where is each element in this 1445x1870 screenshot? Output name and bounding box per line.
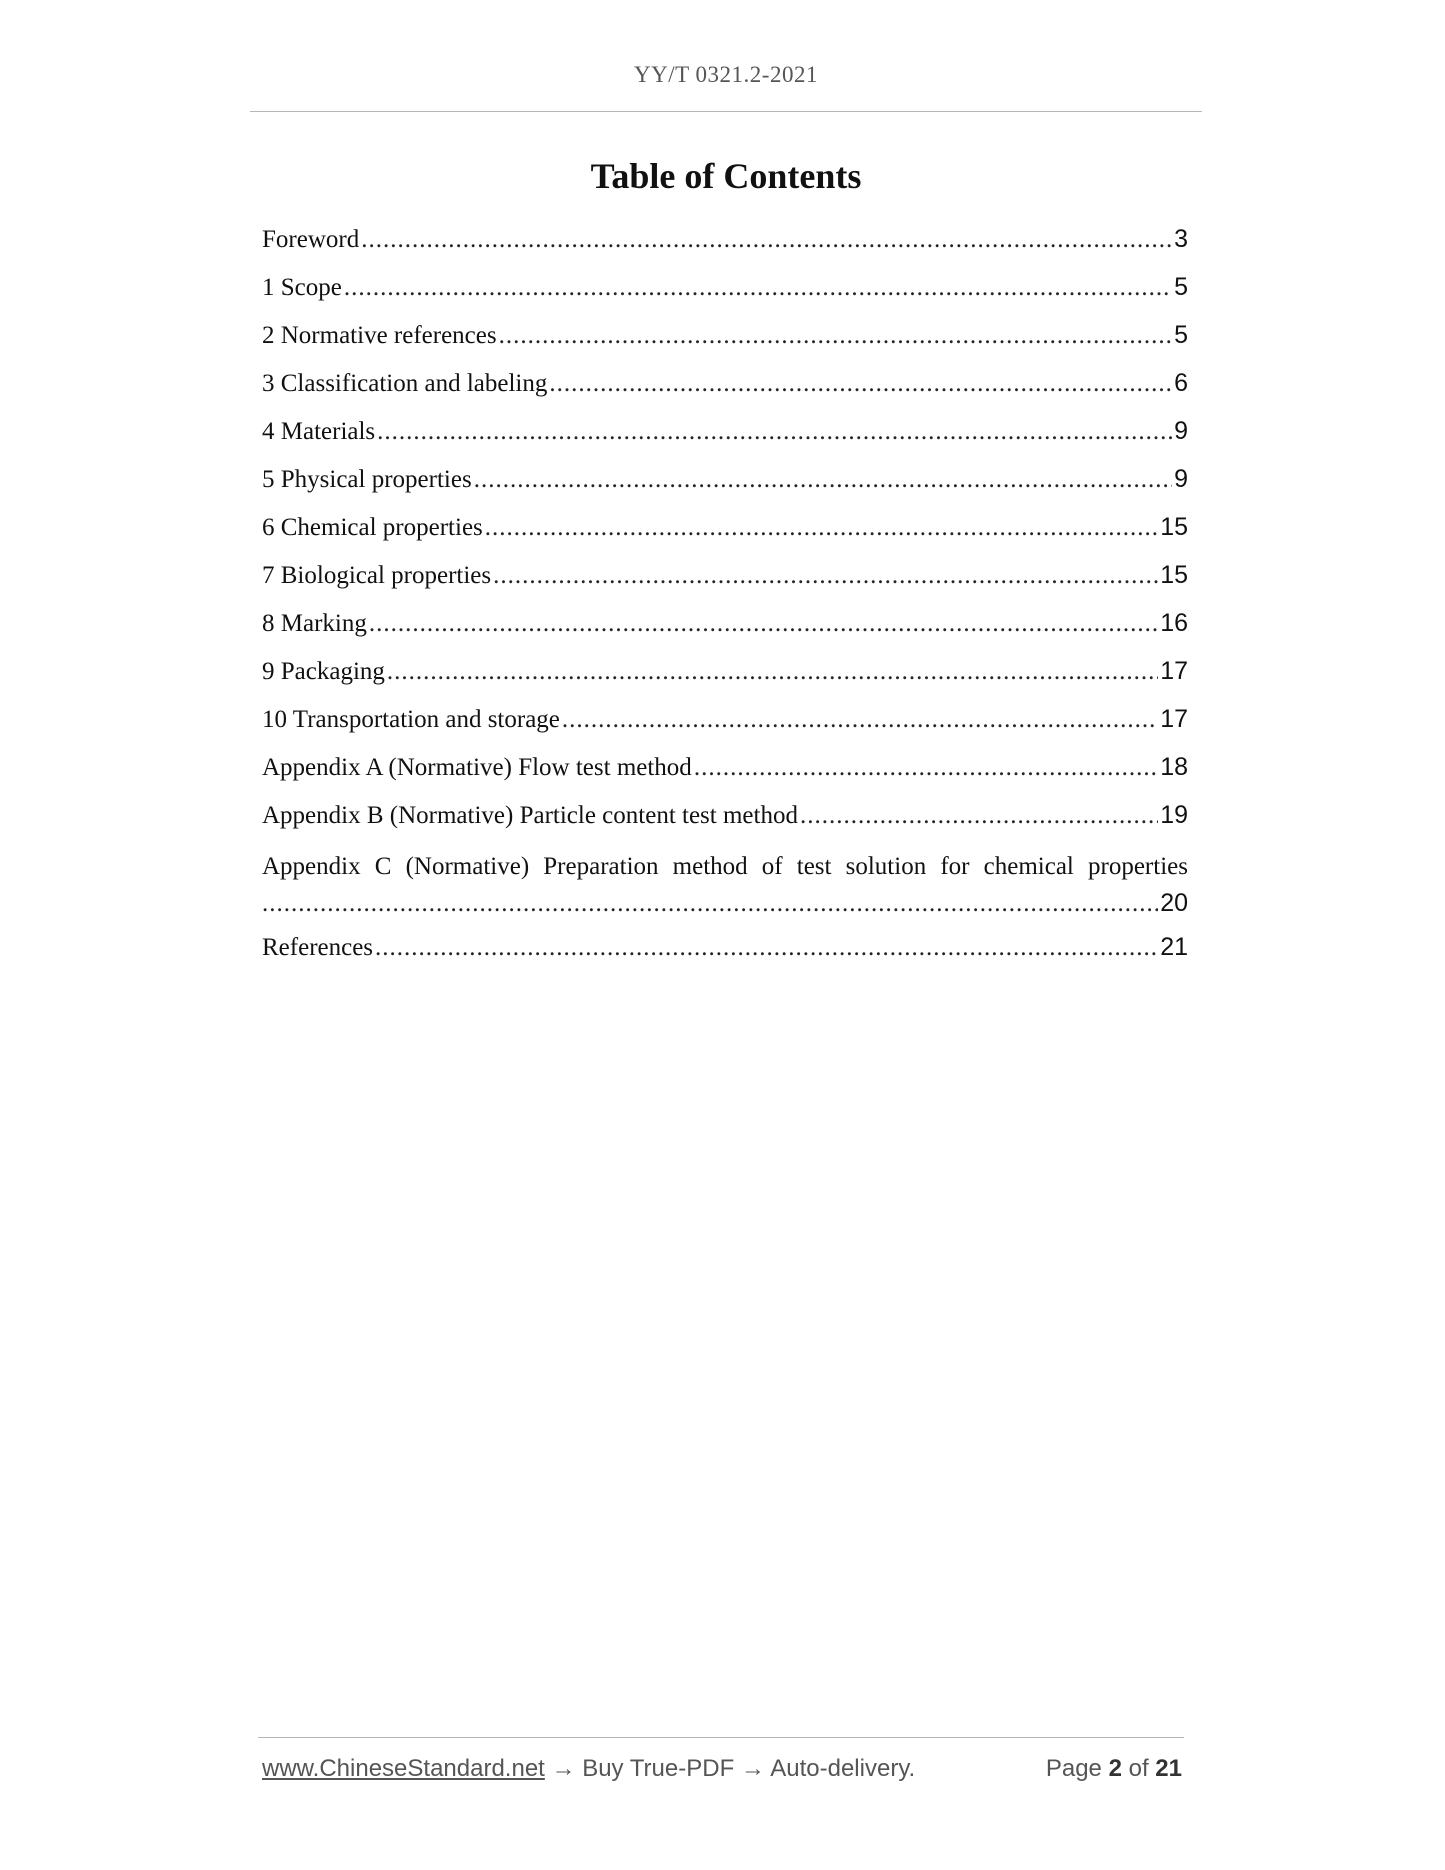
toc-entry-page: 17	[1160, 705, 1188, 733]
toc-entry-packaging[interactable]	[262, 657, 1188, 705]
toc-entry-label: Appendix A (Normative) Flow test method	[262, 754, 692, 781]
toc-entry-page: 17	[1160, 657, 1188, 685]
toc-entry-label: 5 Physical properties	[262, 466, 472, 493]
page-footer	[262, 1755, 1182, 1783]
toc-entry-page: 18	[1160, 753, 1188, 781]
toc-entry-references[interactable]	[262, 933, 1188, 981]
delivery-text: Auto-delivery.	[770, 1755, 916, 1782]
toc-entry-page: 3	[1174, 225, 1188, 253]
toc-entry-appendix-b[interactable]	[262, 801, 1188, 849]
toc-entry-label: 9 Packaging	[262, 658, 385, 685]
arrow-right-icon: →	[551, 1755, 576, 1782]
toc-entry-transportation[interactable]	[262, 705, 1188, 753]
toc-entry-page: 19	[1160, 801, 1188, 829]
buy-text: Buy True-PDF	[582, 1755, 735, 1782]
arrow-right-icon: →	[740, 1755, 765, 1782]
of-word: of	[1128, 1755, 1149, 1782]
header-divider	[250, 111, 1202, 112]
toc-entry-marking[interactable]	[262, 609, 1188, 657]
toc-entry-page: 21	[1160, 933, 1188, 961]
toc-entry-page: 9	[1174, 465, 1188, 493]
toc-entry-page: 15	[1160, 561, 1188, 589]
page-total: 21	[1155, 1755, 1182, 1782]
page-number	[1046, 1755, 1182, 1783]
toc-entry-label: 10 Transportation and storage	[262, 706, 560, 733]
toc-entry-label: References	[262, 934, 374, 961]
label-word: method	[672, 853, 748, 880]
page-word: Page	[1045, 1755, 1102, 1782]
dot-leader	[361, 226, 1172, 254]
label-word: properties	[1088, 853, 1188, 880]
toc-entry-appendix-c[interactable]	[262, 849, 1188, 933]
dot-leader	[474, 466, 1172, 494]
toc-entry-label	[262, 849, 1188, 885]
toc-entry-chemical-properties[interactable]	[262, 513, 1188, 561]
toc-entry-foreword[interactable]	[262, 225, 1188, 273]
dot-leader	[562, 706, 1158, 734]
toc-entry-appendix-a[interactable]	[262, 753, 1188, 801]
page-current: 2	[1108, 1755, 1122, 1782]
toc-entry-label: 8 Marking	[262, 610, 367, 637]
label-word: chemical	[983, 853, 1074, 880]
toc-entry-label: 1 Scope	[262, 274, 342, 301]
toc-entry-page: 5	[1174, 273, 1188, 301]
dot-leader	[485, 514, 1158, 542]
toc-entry-page: 15	[1160, 513, 1188, 541]
label-word: test	[796, 853, 832, 880]
label-word: (Normative)	[405, 853, 530, 880]
dot-leader	[369, 610, 1158, 638]
website-link[interactable]: www.ChineseStandard.net	[262, 1755, 545, 1782]
footer-promo	[262, 1755, 915, 1783]
document-id-header: YY/T 0321.2-2021	[634, 62, 818, 87]
dot-leader	[493, 562, 1158, 590]
toc-entry-classification[interactable]	[262, 369, 1188, 417]
toc-entry-scope[interactable]	[262, 273, 1188, 321]
toc-entry-label: 3 Classification and labeling	[262, 370, 548, 397]
dot-leader	[375, 934, 1158, 962]
footer-divider	[258, 1737, 1184, 1738]
toc-entry-label: Foreword	[262, 226, 360, 253]
dot-leader	[387, 658, 1158, 686]
dot-leader	[344, 274, 1172, 302]
label-word: solution	[845, 853, 927, 880]
label-word: Appendix	[262, 853, 361, 880]
dot-leader	[377, 418, 1172, 446]
label-word: Preparation	[543, 853, 659, 880]
toc-entry-page: 9	[1174, 417, 1188, 445]
toc-entry-label: 2 Normative references	[262, 322, 497, 349]
label-word: for	[940, 853, 970, 880]
dot-leader	[800, 802, 1158, 830]
toc-entry-materials[interactable]	[262, 417, 1188, 465]
dot-leader	[262, 886, 1158, 922]
toc-entry-page: 16	[1160, 609, 1188, 637]
toc-entry-normative-references[interactable]	[262, 321, 1188, 369]
toc-entry-label: Appendix B (Normative) Particle content test method	[262, 802, 798, 829]
dot-leader	[549, 370, 1172, 398]
label-word: of	[761, 853, 783, 880]
toc-entry-physical-properties[interactable]	[262, 465, 1188, 513]
table-of-contents	[262, 225, 1188, 981]
toc-entry-label: 4 Materials	[262, 418, 376, 445]
label-word: C	[374, 853, 392, 880]
toc-entry-biological-properties[interactable]	[262, 561, 1188, 609]
dot-leader	[694, 754, 1158, 782]
toc-entry-page: 6	[1174, 369, 1188, 397]
page-title: Table of Contents	[590, 156, 862, 196]
toc-entry-label: 7 Biological properties	[262, 562, 492, 589]
toc-entry-label: 6 Chemical properties	[262, 514, 483, 541]
toc-entry-page: 5	[1174, 321, 1188, 349]
dot-leader	[499, 322, 1172, 350]
toc-entry-page: 20	[1160, 889, 1188, 917]
